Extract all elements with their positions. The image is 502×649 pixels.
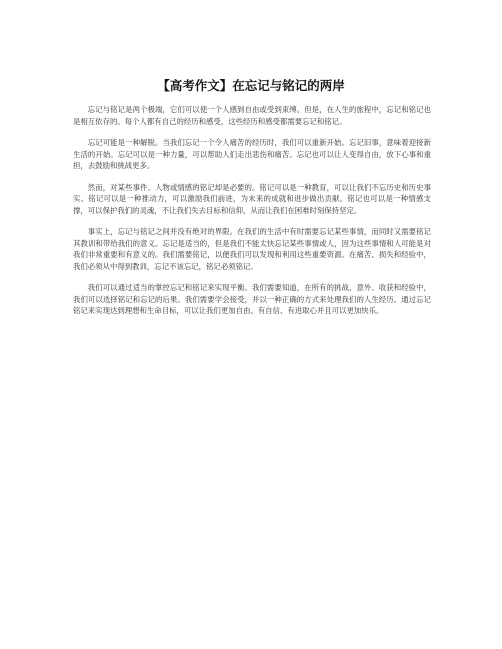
paragraph-4: 事实上，忘记与铭记之间并没有绝对的界限。在我们的生活中有时需要忘记某些事情，而同时又需要铭记其教训和带给我们的意义。忘记是适当的，但是我们不能太快忘记某些事情或人，因为这些事情和人可能是对我们非常重要和有意义的。我们需要铭记，以便我们可以发现和利用这些重要资源。在痛苦、损失和经验中，我们必须从中得到教训，忘记不该忘记，铭记必须铭记。 — [73, 227, 431, 271]
paragraph-2: 忘记可能是一种解脱。当我们忘记一个令人痛苦的经历时，我们可以重新开始。忘记旧事，意味着迎接新生活的开始。忘记可以是一种力量，可以帮助人们走出悲伤和痛苦。忘记也可以让人变得自由，放下心事和重担，去鼓励和挑战更多。 — [73, 138, 431, 170]
paragraph-3: 然而，对某些事件、人物或情感的铭记却是必要的。铭记可以是一种教育，可以让我们不忘历史和历史事实。铭记可以是一种推动力，可以激励我们前进，为未来的成就和进步做出贡献。铭记也可以是一种情感支撑，可以保护我们的灵魂，不让我们失去目标和信仰，从而让我们在困难时刻保持坚定。 — [73, 182, 431, 215]
paragraph-5: 我们可以通过适当的掌控忘记和铭记来实现平衡。我们需要知道，在所有的挑战、意外、收获和经验中，我们可以选择铭记和忘记的后果。我们需要学会接受，并以一种正确的方式来处理我们的人生经历。通过忘记铭记来实现达到理想和生命目标，可以让我们更加自由、有自信、有进取心并且可以更加快乐。 — [73, 283, 431, 315]
document-title: 【高考作文】在忘记与铭记的两岸 — [157, 78, 345, 93]
paragraph-1: 忘记与铭记是两个极端，它们可以使一个人感到自由或受到束缚。但是，在人生的旅程中，忘记和铭记也是相互依存的。每个人都有自己的经历和感受，这些经历和感受都需要忘记和铭记。 — [73, 105, 431, 126]
document-body — [73, 104, 431, 327]
